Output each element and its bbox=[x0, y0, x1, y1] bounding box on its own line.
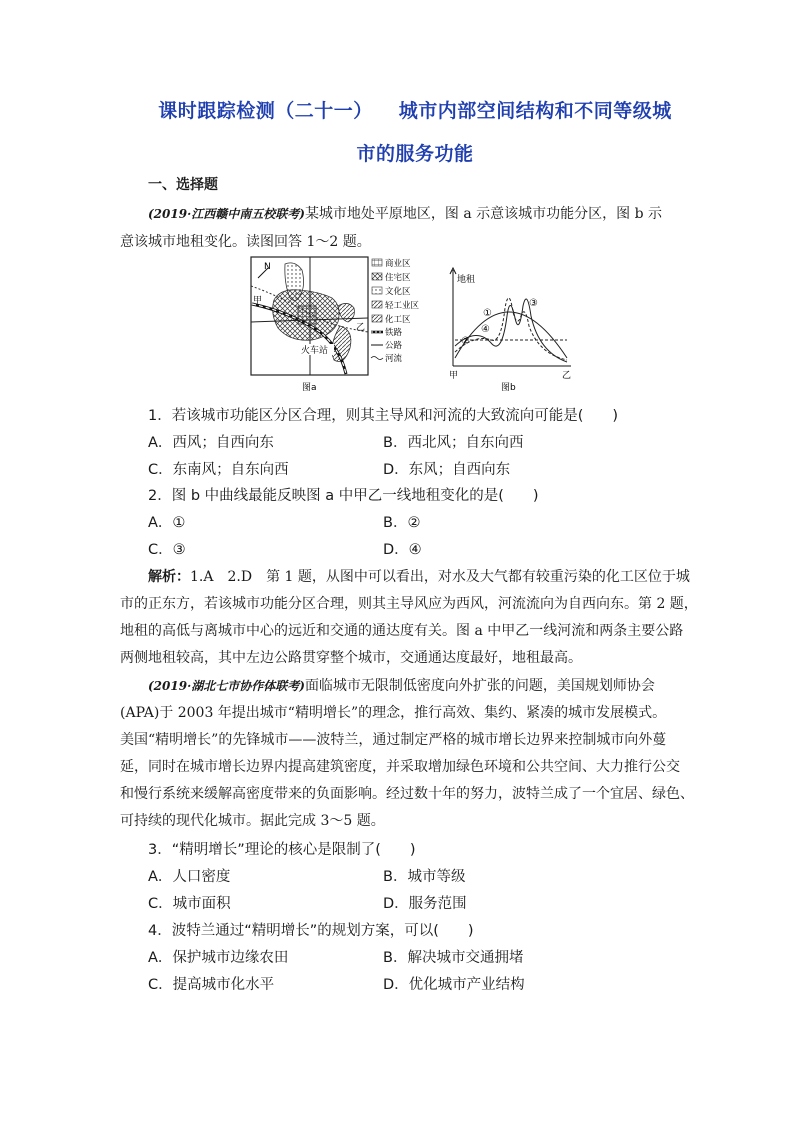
figure-a-caption: 图a bbox=[302, 383, 317, 393]
svg-text:文化区: 文化区 bbox=[385, 287, 411, 297]
q4-stem: 4．波特兰通过“精明增长”的规划方案，可以( ) bbox=[148, 923, 474, 939]
group2-line1: (2019·湖北七市协作体联考)面临城市无限制低密度向外扩张的问题，美国规划师协会 bbox=[148, 678, 655, 694]
q1-option-b: B．西北风；自东向西 bbox=[383, 435, 524, 451]
curve-3 bbox=[455, 299, 567, 362]
svg-text:化工区: 化工区 bbox=[385, 315, 411, 325]
analysis-answers: 1.A 2.D bbox=[190, 569, 253, 585]
q1-option-a: A．西风；自西向东 bbox=[148, 435, 274, 451]
section-heading: 一、选择题 bbox=[148, 177, 218, 193]
q3-option-b: B．城市等级 bbox=[383, 869, 466, 885]
svg-text:住宅区: 住宅区 bbox=[385, 273, 411, 283]
q2-option-d: D．④ bbox=[383, 542, 422, 558]
curve-4 bbox=[455, 298, 567, 360]
q3-stem: 3．“精明增长”理论的核心是限制了( ) bbox=[148, 842, 416, 858]
marker-4: ④ bbox=[481, 324, 490, 335]
group2-line2: (APA)于 2003 年提出城市“精明增长”的理念，推行高效、集约、紧凑的城市发展模式。 bbox=[120, 705, 667, 721]
figure-b-caption: 图b bbox=[501, 383, 516, 393]
q3-option-c: C．城市面积 bbox=[148, 896, 231, 912]
analysis-line4: 两侧地租较高，其中左边公路贯穿整个城市，交通通达度最好，地租最高。 bbox=[120, 650, 582, 666]
map-jia-label: 甲 bbox=[253, 296, 263, 306]
map-yi-label: 乙 bbox=[356, 323, 366, 333]
q2-stem: 2．图 b 中曲线最能反映图 a 中甲乙一线地租变化的是( ) bbox=[148, 488, 539, 504]
group2-line3: 美国“精明增长”的先锋城市——波特兰，通过制定严格的城市增长边界来控制城市向外蔓 bbox=[120, 732, 667, 748]
q4-option-a: A．保护城市边缘农田 bbox=[148, 950, 289, 966]
q2-option-b: B．② bbox=[383, 515, 421, 531]
north-label: N bbox=[264, 262, 271, 272]
marker-1: ① bbox=[483, 308, 492, 319]
svg-text:公路: 公路 bbox=[385, 341, 403, 351]
analysis-line1: 解析：1.A 2.D 第 1 题，从图中可以看出，对水及大气都有较重污染的化工区位于城 bbox=[148, 569, 690, 585]
q3-option-a: A．人口密度 bbox=[148, 869, 231, 885]
group1-intro-line2: 意该城市地租变化。读图回答 1～2 题。 bbox=[120, 234, 371, 250]
marker-3: ③ bbox=[529, 298, 538, 309]
analysis-line3: 地租的高低与离城市中心的远近和交通的通达度有关。图 a 中甲乙一线河流和两条主要公路 bbox=[120, 623, 684, 639]
group1-intro-text: 某城市地处平原地区，图 a 示意该城市功能分区，图 b 示 bbox=[304, 206, 663, 222]
station-label: 火车站 bbox=[301, 346, 329, 356]
svg-text:商业区: 商业区 bbox=[385, 259, 411, 269]
page-title-line1 bbox=[0, 96, 794, 123]
svg-text:轻工业区: 轻工业区 bbox=[385, 301, 420, 311]
page-title-line2: 市的服务功能 bbox=[356, 143, 474, 165]
svg-text:河流: 河流 bbox=[385, 354, 403, 364]
q1-option-c: C．东南风；自东向西 bbox=[148, 462, 289, 478]
chart-yi-label: 乙 bbox=[562, 371, 572, 381]
q3-option-d: D．服务范围 bbox=[383, 896, 467, 912]
curve-1 bbox=[455, 312, 567, 358]
analysis-line2: 市的正东方，若该城市功能分区合理，则其主导风应为西风，河流流向为自西向东。第 2 题， bbox=[120, 596, 698, 612]
group2-source: (2019·湖北七市协作体联考) bbox=[148, 679, 305, 693]
analysis-label: 解析： bbox=[148, 569, 190, 585]
svg-text:铁路: 铁路 bbox=[385, 328, 403, 338]
figure-b-chart bbox=[447, 256, 577, 394]
y-axis-label: 地租 bbox=[457, 275, 476, 285]
marker-2: ② bbox=[461, 336, 470, 347]
group1-intro-line1 bbox=[148, 203, 662, 223]
map-legend bbox=[371, 258, 420, 364]
q2-option-a: A．① bbox=[148, 515, 186, 531]
group1-source: (2019·江西赣中南五校联考) bbox=[148, 207, 305, 221]
title-part1: 课时跟踪检测（二十一） bbox=[158, 100, 373, 122]
group2-line5: 和慢行系统来缓解高密度带来的负面影响。经过数十年的努力，波特兰成了一个宜居、绿色、 bbox=[120, 786, 694, 802]
q4-option-d: D．优化城市产业结构 bbox=[383, 977, 525, 993]
title-part2: 城市内部空间结构和不同等级城 bbox=[398, 100, 672, 122]
q1-stem: 1．若该城市功能区分区合理，则其主导风和河流的大致流向可能是( ) bbox=[148, 408, 619, 424]
group2-line4: 延，同时在城市增长边界内提高建筑密度，并采取增加绿色环境和公共空间、大力推行公交 bbox=[120, 759, 680, 775]
group2-line6: 可持续的现代化城市。据此完成 3～5 题。 bbox=[120, 813, 385, 829]
q4-option-c: C．提高城市化水平 bbox=[148, 977, 275, 993]
q1-option-d: D．东风；自西向东 bbox=[383, 462, 511, 478]
q4-option-b: B．解决城市交通拥堵 bbox=[383, 950, 524, 966]
chart-jia-label: 甲 bbox=[449, 371, 459, 381]
q2-option-c: C．③ bbox=[148, 542, 186, 558]
figure-a-map bbox=[250, 256, 445, 394]
